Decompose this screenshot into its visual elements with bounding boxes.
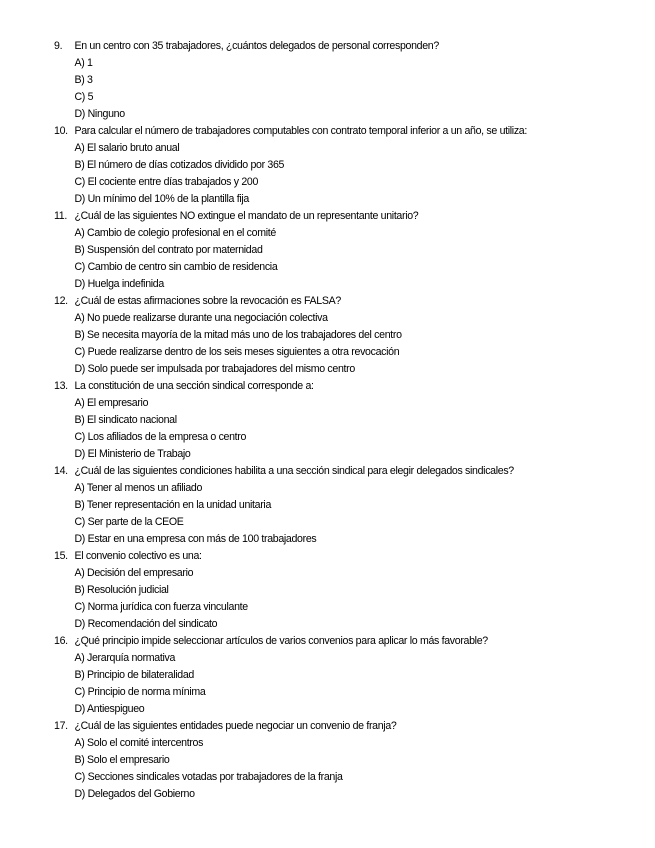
question-text: ¿Cuál de las siguientes entidades puede negociar un convenio de franja? (74, 720, 397, 732)
question-text: Para calcular el número de trabajadores computables con contrato temporal inferior a un año, se utiliza: (74, 125, 527, 137)
answer-option: D) Estar en una empresa con más de 100 trabajadores (74, 533, 317, 545)
answer-option: D) Un mínimo del 10% de la plantilla fija (74, 193, 249, 205)
answer-option: A) 1 (74, 57, 93, 69)
question-number: 13. (54, 380, 68, 392)
answer-option: A) Jerarquía normativa (74, 652, 176, 664)
answer-option: C) Puede realizarse dentro de los seis meses siguientes a otra revocación (74, 346, 400, 358)
answer-option: C) Secciones sindicales votadas por trabajadores de la franja (74, 771, 343, 783)
question-number: 10. (54, 125, 68, 137)
question-number: 12. (54, 295, 68, 307)
answer-option: D) Recomendación del sindicato (74, 618, 218, 630)
question-line (54, 38, 603, 55)
question-text: En un centro con 35 trabajadores, ¿cuántos delegados de personal corresponden? (74, 40, 439, 52)
question-text: El convenio colectivo es una: (74, 550, 202, 562)
question-line (54, 718, 603, 735)
answer-option: C) El cociente entre días trabajados y 200 (74, 176, 259, 188)
question-line (54, 208, 603, 225)
question-number: 9. (54, 40, 63, 52)
question-17 (54, 718, 644, 803)
answer-option: C) 5 (74, 91, 94, 103)
answer-option: C) Los afiliados de la empresa o centro (74, 431, 247, 443)
answer-option: B) Suspensión del contrato por maternidad (74, 244, 263, 256)
answer-option: A) No puede realizarse durante una negociación colectiva (74, 312, 328, 324)
question-11 (54, 208, 644, 293)
question-number: 11. (54, 210, 67, 222)
answer-option: D) Ninguno (74, 108, 125, 120)
answer-option: C) Ser parte de la CEOE (74, 516, 184, 528)
answer-option: B) Resolución judicial (74, 584, 169, 596)
question-line (54, 633, 603, 650)
answer-option: A) El empresario (74, 397, 149, 409)
answer-option: C) Cambio de centro sin cambio de residencia (74, 261, 278, 273)
question-14 (54, 463, 644, 548)
question-text: ¿Cuál de las siguientes condiciones habilita a una sección sindical para elegir delegados sindicales? (74, 465, 514, 477)
question-line (54, 123, 603, 140)
answer-option: B) Principio de bilateralidad (74, 669, 194, 681)
answer-option: A) El salario bruto anual (74, 142, 180, 154)
question-15 (54, 548, 644, 633)
answer-option: D) Solo puede ser impulsada por trabajadores del mismo centro (74, 363, 355, 375)
question-16 (54, 633, 644, 718)
question-number: 16. (54, 635, 68, 647)
question-text: La constitución de una sección sindical corresponde a: (74, 380, 314, 392)
answer-option: A) Cambio de colegio profesional en el comité (74, 227, 276, 239)
answer-option: C) Principio de norma mínima (74, 686, 206, 698)
answer-option: A) Solo el comité intercentros (74, 737, 204, 749)
answer-option: A) Tener al menos un afiliado (74, 482, 203, 494)
question-line (54, 548, 603, 565)
answer-option: B) Solo el empresario (74, 754, 170, 766)
question-number: 17. (54, 720, 68, 732)
question-list (54, 38, 644, 803)
question-13 (54, 378, 644, 463)
answer-option: C) Norma jurídica con fuerza vinculante (74, 601, 248, 613)
answer-option: B) Se necesita mayoría de la mitad más uno de los trabajadores del centro (74, 329, 402, 341)
answer-option: D) El Ministerio de Trabajo (74, 448, 191, 460)
question-10 (54, 123, 644, 208)
question-line (54, 293, 603, 310)
question-number: 14. (54, 465, 68, 477)
answer-option: A) Decisión del empresario (74, 567, 194, 579)
answer-option: D) Huelga indefinida (74, 278, 164, 290)
question-text: ¿Cuál de estas afirmaciones sobre la revocación es FALSA? (74, 295, 341, 307)
answer-option: B) El sindicato nacional (74, 414, 177, 426)
answer-option: B) El número de días cotizados dividido por 365 (74, 159, 285, 171)
question-line (54, 463, 603, 480)
question-line (54, 378, 603, 395)
question-number: 15. (54, 550, 68, 562)
question-text: ¿Qué principio impide seleccionar artículos de varios convenios para aplicar lo más favorable? (74, 635, 488, 647)
answer-option: B) Tener representación en la unidad unitaria (74, 499, 272, 511)
question-12 (54, 293, 644, 378)
answer-option: D) Antiespigueo (74, 703, 145, 715)
answer-option: D) Delegados del Gobierno (74, 788, 195, 800)
answer-option: B) 3 (74, 74, 93, 86)
question-text: ¿Cuál de las siguientes NO extingue el mandato de un representante unitario? (74, 210, 419, 222)
question-9 (54, 38, 644, 123)
